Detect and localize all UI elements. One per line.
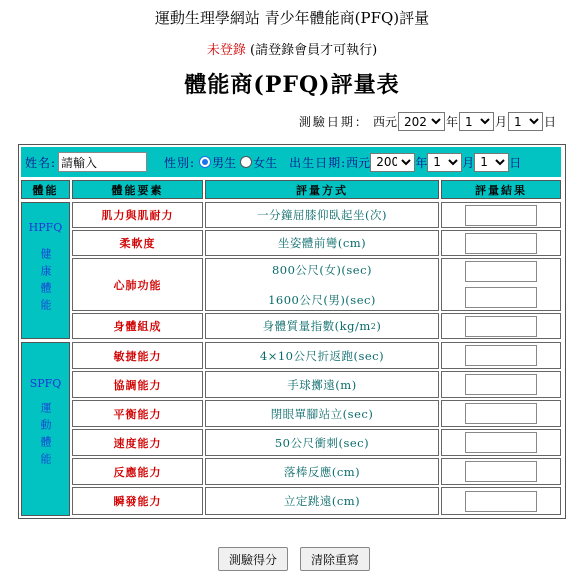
group-hpfq-name: 健康體能: [39, 248, 52, 316]
header-category: 體能: [21, 180, 70, 199]
birth-month-unit: 月: [462, 155, 475, 170]
method-shuttle: 4×10公尺折返跑(sec): [205, 342, 439, 369]
birth-label: 出生日期:: [289, 155, 347, 170]
pfq-form-card: [18, 144, 566, 519]
result-input-reaction[interactable]: [465, 461, 537, 482]
male-label: 男生: [212, 155, 237, 170]
element-coordination: 協調能力: [72, 371, 203, 398]
test-day-select[interactable]: [508, 112, 543, 131]
not-logged-in-link[interactable]: 未登錄: [206, 43, 246, 58]
result-input-speed[interactable]: [465, 432, 537, 453]
result-cell: [441, 371, 561, 398]
site-title: 運動生理學網站 青少年體能商(PFQ)評量: [154, 9, 430, 27]
element-flexibility: 柔軟度: [72, 230, 203, 256]
method-sprint: 50公尺衝刺(sec): [205, 429, 439, 456]
test-date-label: 測驗日期：: [298, 115, 369, 129]
test-month-unit: 月: [494, 115, 507, 129]
birth-year-unit: 年: [415, 155, 428, 170]
submit-button[interactable]: 測驗得分: [218, 547, 288, 571]
test-year-unit: 年: [445, 115, 458, 129]
element-agility: 敏捷能力: [72, 342, 203, 369]
name-label: 姓名:: [25, 155, 57, 170]
method-situps: 一分鐘屈膝仰臥起坐(次): [205, 202, 439, 228]
group-spfq-code: SPFQ: [29, 377, 62, 390]
method-bmi-sup: 2: [370, 321, 377, 331]
header-result: 評量結果: [441, 180, 561, 199]
group-hpfq-code: HPFQ: [28, 221, 63, 234]
result-cell: [441, 313, 561, 339]
method-ball-throw: 手球擲遠(m): [205, 371, 439, 398]
element-body-comp: 身體組成: [72, 313, 203, 339]
group-hpfq: [21, 202, 70, 339]
name-input[interactable]: [58, 152, 147, 172]
birth-year-select[interactable]: [370, 153, 415, 172]
result-cell: [441, 342, 561, 369]
female-radio[interactable]: [240, 156, 252, 168]
result-cell: [441, 429, 561, 456]
method-run-cell: [205, 258, 439, 311]
test-month-select[interactable]: [459, 112, 494, 131]
element-power: 瞬發能力: [72, 487, 203, 515]
group-spfq-name: 運動體能: [39, 402, 52, 470]
element-balance: 平衡能力: [72, 400, 203, 427]
header-element: 體能要素: [72, 180, 203, 199]
result-input-agility[interactable]: [465, 345, 537, 366]
result-input-muscle[interactable]: [465, 205, 537, 226]
element-reaction: 反應能力: [72, 458, 203, 485]
personal-info-row: [21, 147, 561, 177]
method-bmi-text: 身體質量指數(kg/m: [262, 319, 371, 333]
method-one-leg-stand: 閉眼單腳站立(sec): [205, 400, 439, 427]
birth-month-select[interactable]: [427, 153, 462, 172]
element-speed: 速度能力: [72, 429, 203, 456]
birth-era: 西元: [346, 155, 371, 170]
result-cell: [441, 400, 561, 427]
element-cardio: 心肺功能: [72, 258, 203, 311]
gender-label: 性別:: [164, 155, 196, 170]
result-input-power[interactable]: [465, 491, 537, 512]
method-long-jump: 立定跳遠(cm): [205, 487, 439, 515]
result-cell: [441, 258, 561, 311]
test-year-select[interactable]: [398, 112, 445, 131]
birth-day-unit: 日: [509, 155, 522, 170]
result-cell: [441, 487, 561, 515]
male-radio[interactable]: [199, 156, 211, 168]
login-notice: [0, 39, 584, 58]
result-input-flexibility[interactable]: [465, 233, 537, 254]
page-title: 體能商(PFQ)評量表: [184, 72, 400, 98]
reset-button[interactable]: 清除重寫: [300, 547, 370, 571]
method-run-male: 1600公尺(男)(sec): [268, 292, 376, 307]
test-date-row: [299, 112, 556, 131]
method-sit-reach: 坐姿體前彎(cm): [205, 230, 439, 256]
test-day-unit: 日: [543, 115, 556, 129]
header-method: 評量方式: [205, 180, 439, 199]
result-input-coordination[interactable]: [465, 374, 537, 395]
method-bmi: [205, 313, 439, 339]
birth-day-select[interactable]: [474, 153, 509, 172]
element-muscle: 肌力與肌耐力: [72, 202, 203, 228]
method-bmi-tail: ): [376, 319, 382, 333]
result-input-800m[interactable]: [465, 261, 537, 282]
method-ruler-drop: 落棒反應(cm): [205, 458, 439, 485]
result-input-bmi[interactable]: [465, 316, 537, 337]
result-input-balance[interactable]: [465, 403, 537, 424]
test-date-era: 西元: [372, 115, 397, 129]
result-cell: [441, 458, 561, 485]
result-input-1600m[interactable]: [465, 287, 537, 308]
group-spfq: [21, 342, 70, 516]
female-label: 女生: [253, 155, 278, 170]
login-note: (請登錄會員才可執行): [250, 43, 378, 58]
result-cell: [441, 230, 561, 256]
result-cell: [441, 202, 561, 228]
method-run-female: 800公尺(女)(sec): [271, 262, 373, 277]
